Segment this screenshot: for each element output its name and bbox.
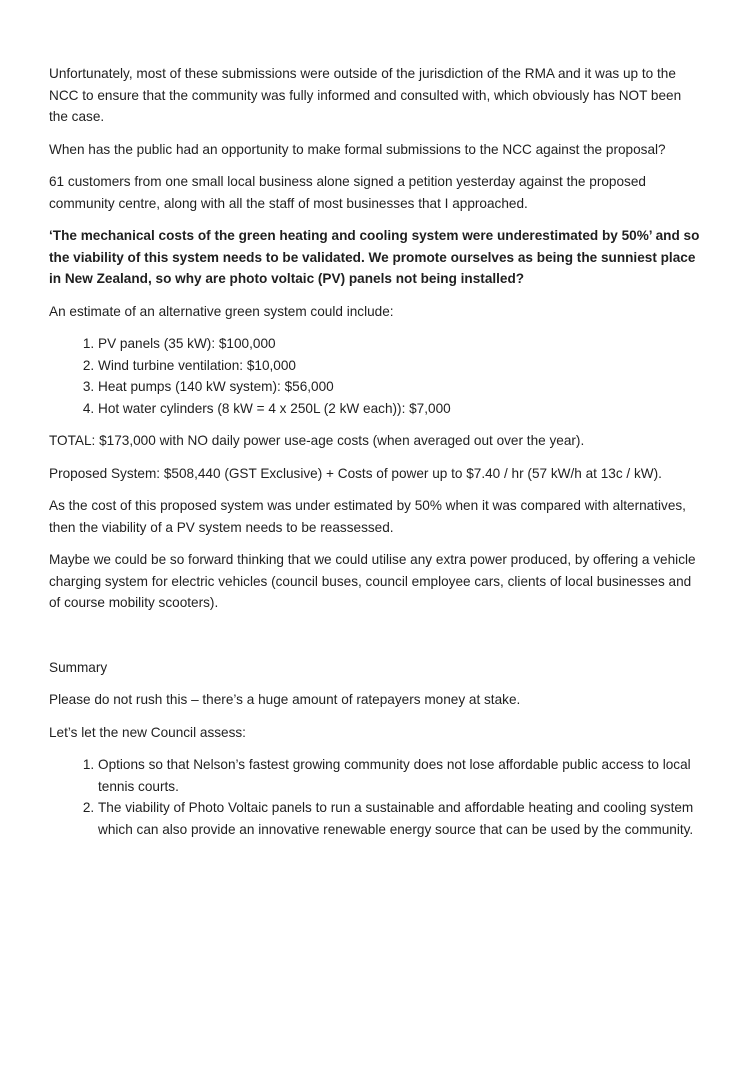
paragraph-council-assess: Let’s let the new Council assess: [49, 724, 246, 740]
paragraph-rma-jurisdiction: Unfortunately, most of these submissions were outside of the jurisdiction of the RMA and it was up to the NCC to ensure that the community was fully informed and consulted with, which obviously has NOT been the case. [49, 66, 682, 124]
paragraph-do-not-rush: Please do not rush this – there’s a huge amount of ratepayers money at stake. [49, 692, 521, 707]
list-item: 2. The viability of Photo Voltaic panels to run a sustainable and affordable heating and cooling system which can also provide an innovative renewable energy source that can be used by the community. [98, 797, 701, 840]
list-item: 3. Heat pumps (140 kW system): $56,000 [98, 376, 701, 398]
paragraph-public-submissions: When has the public had an opportunity to make formal submissions to the NCC against the proposal? [49, 141, 666, 157]
list-item: 1. PV panels (35 kW): $100,000 [98, 333, 701, 355]
paragraph-cost-estimate: As the cost of this proposed system was under estimated by 50% when it was compared with alternatives, then the viability of a PV system needs to be reassessed. [49, 498, 686, 535]
paragraph-total: TOTAL: $173,000 with NO daily power use-age costs (when averaged out over the year). [49, 433, 585, 448]
assess-list [49, 754, 701, 840]
paragraph-mechanical-costs: ‘The mechanical costs of the green heating and cooling system were underestimated by 50%’ and so the viability of this system needs to be validated. We promote ourselves as being the sunniest place in New Zealand, so why are photo voltaic (PV) panels not being installed? [49, 228, 700, 286]
estimate-list [49, 333, 701, 419]
paragraph-proposed-system: Proposed System: $508,440 (GST Exclusive) + Costs of power up to $7.40 / hr (57 kW/h at 13c / kW). [49, 465, 662, 481]
spacer [49, 625, 701, 657]
list-item: 1. Options so that Nelson’s fastest growing community does not lose affordable public access to local tennis courts. [98, 754, 701, 797]
list-item: 4. Hot water cylinders (8 kW = 4 x 250L (2 kW each)): $7,000 [98, 398, 701, 420]
document-page [49, 63, 701, 851]
paragraph-petition: 61 customers from one small local business alone signed a petition yesterday against the proposed community centre, along with all the staff of most businesses that I approached. [49, 174, 646, 211]
list-item: 2. Wind turbine ventilation: $10,000 [98, 355, 701, 377]
paragraph-vehicle-charging: Maybe we could be so forward thinking that we could utilise any extra power produced, by offering a vehicle charging system for electric vehicles (council buses, council employee cars, clients of local businesses and of course mobility scooters). [49, 552, 696, 610]
paragraph-estimate-intro: An estimate of an alternative green system could include: [49, 303, 394, 319]
summary-heading: Summary [49, 659, 108, 675]
